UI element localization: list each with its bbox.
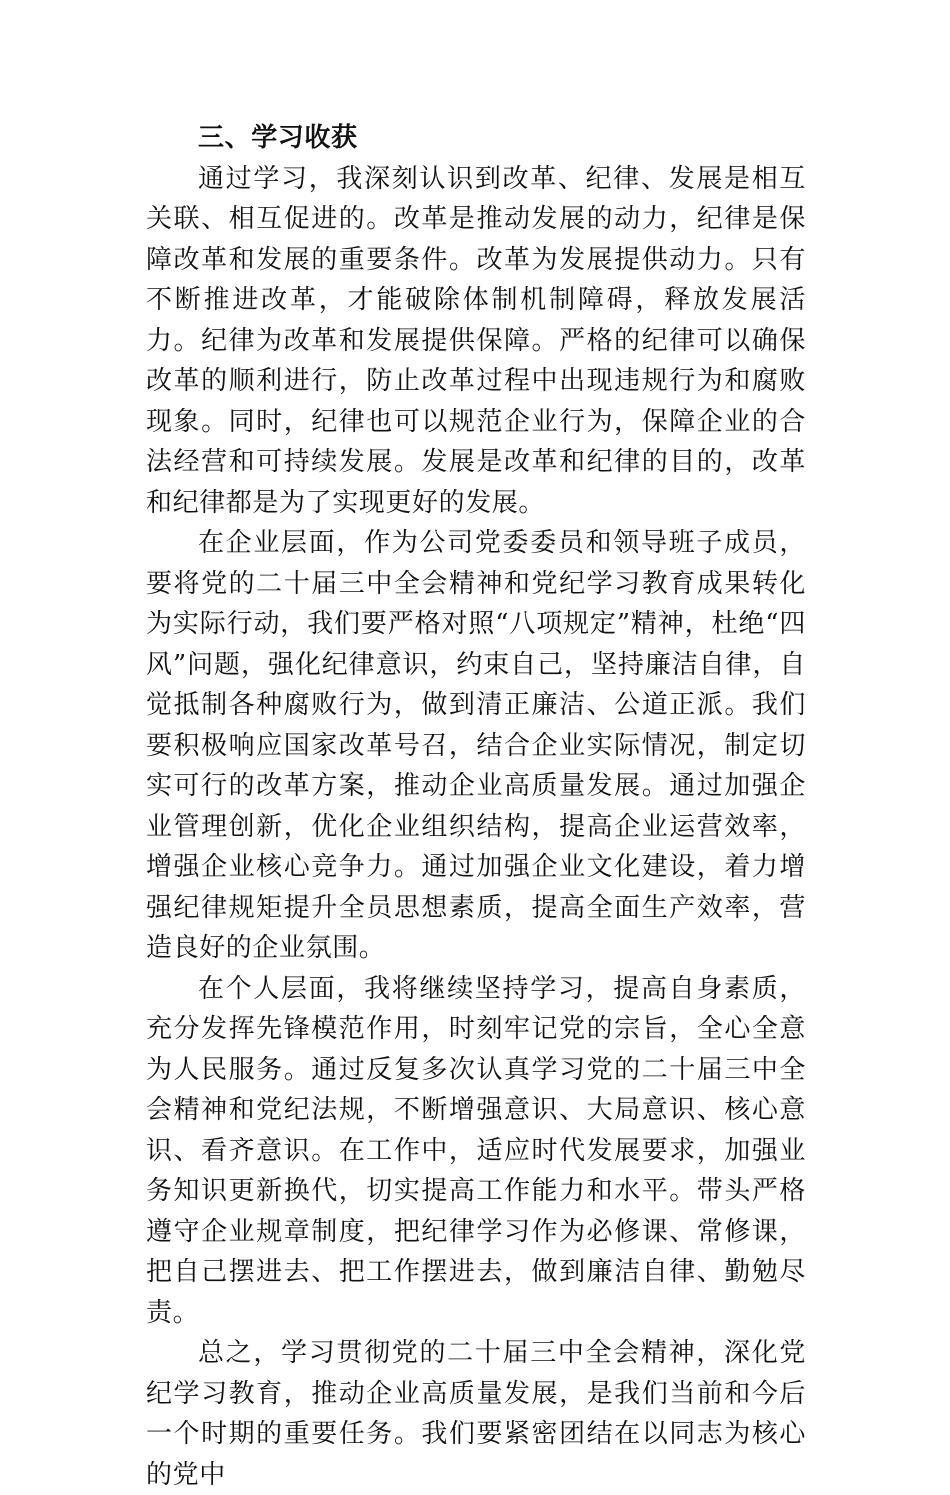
section-heading: 三、学习收获 bbox=[198, 123, 358, 153]
paragraph-1: 通过学习，我深刻认识到改革、纪律、发展是相互关联、相互促进的。改革是推动发展的动力，纪律是保障改革和发展的重要条件。改革为发展提供动力。只有不断推进改革，才能破除体制机制障碍，释放发展活力。纪律为改革和发展提供保障。严格的纪律可以确保改革的顺利进行，防止改革过程中出现违规行为和腐败现象。同时，纪律也可以规范企业行为，保障企业的合法经营和可持续发展。发展是改革和纪律的目的，改革和纪律都是为了实现更好的发展。 bbox=[146, 163, 806, 518]
paragraph-2: 在企业层面，作为公司党委委员和领导班子成员，要将党的二十届三中全会精神和党纪学习教育成果转化为实际行动，我们要严格对照“八项规定”精神，杜绝“四风”问题，强化纪律意识，约束自己，坚持廉洁自律，自觉抵制各种腐败行为，做到清正廉洁、公道正派。我们要积极响应国家改革号召，结合企业实际情况，制定切实可行的改革方案，推动企业高质量发展。通过加强企业管理创新，优化企业组织结构，提高企业运营效率，增强企业核心竞争力。通过加强企业文化建设，着力增强纪律规矩提升全员思想素质，提高全面生产效率，营造良好的企业氛围。 bbox=[146, 528, 806, 963]
paragraph-4: 总之，学习贯彻党的二十届三中全会精神，深化党纪学习教育，推动企业高质量发展，是我们当前和今后一个时期的重要任务。我们要紧密团结在以同志为核心的党中 bbox=[146, 1338, 806, 1490]
document-body bbox=[146, 118, 806, 1495]
paragraph-3: 在个人层面，我将继续坚持学习，提高自身素质，充分发挥先锋模范作用，时刻牢记党的宗旨，全心全意为人民服务。通过反复多次认真学习党的二十届三中全会精神和党纪法规，不断增强意识、大局意识、核心意识、看齐意识。在工作中，适应时代发展要求，加强业务知识更新换代，切实提高工作能力和水平。带头严格遵守企业规章制度，把纪律学习作为必修课、常修课，把自己摆进去、把工作摆进去，做到廉洁自律、勤勉尽责。 bbox=[146, 973, 806, 1328]
